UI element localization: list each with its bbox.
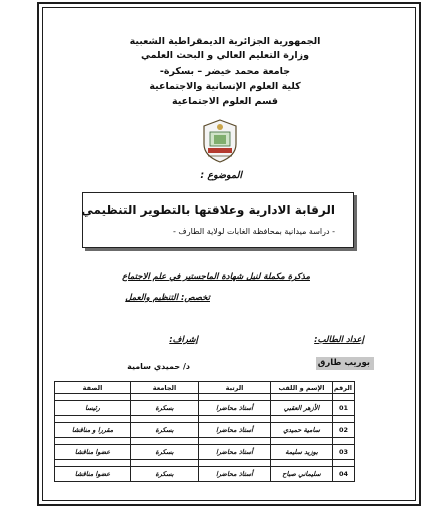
student-name-highlight: [316, 357, 374, 370]
jury-table-header-row: [55, 382, 355, 394]
jury-role: عضوا مناقشا: [55, 467, 131, 482]
memo-line: مذكرة مكملة لنيل شهادة الماجستير في علم الاجتماع: [122, 272, 310, 282]
column-header-role: الصفة: [55, 382, 131, 394]
prepared-by-label: إعداد الطالب:: [314, 335, 364, 345]
jury-university: بسكرة: [131, 445, 199, 460]
thesis-subtitle: - دراسة ميدانية بمحافظة الغابات لولاية الطارف -: [172, 227, 335, 236]
jury-role: عضوا مناقشا: [55, 445, 131, 460]
header-line-republic: الجمهورية الجزائرية الديمقراطية الشعبية: [129, 36, 321, 47]
column-header-name: الإسم و اللقب: [271, 382, 333, 394]
header-line-faculty: كلية العلوم الإنسانية والاجتماعية: [149, 81, 301, 92]
jury-university: بسكرة: [131, 423, 199, 438]
header-line-university: جامعة محمد خيضر – بسكرة-: [159, 66, 291, 77]
title-box: [82, 192, 354, 248]
specialty-line: تخصص: التنظيم والعمل: [125, 293, 210, 303]
supervisor-name: د/ حميدي سامية: [127, 362, 190, 371]
subject-label: الموضوع :: [200, 170, 242, 181]
table-row: [55, 423, 355, 438]
student-name: بوريب طارق: [317, 358, 370, 368]
jury-name: بوزيد سليمة: [271, 445, 333, 460]
jury-name: سامية حميدي: [271, 423, 333, 438]
column-header-university: الجامعة: [131, 382, 199, 394]
header-line-department: قسم العلوم الاجتماعية: [171, 96, 279, 107]
thesis-title: الرقابة الادارية وعلاقتها بالتطوير التنظيمي: [81, 203, 335, 217]
jury-table: [54, 381, 355, 482]
jury-role: مقررا و مناقشا: [55, 423, 131, 438]
jury-number: 02: [333, 423, 355, 438]
jury-university: بسكرة: [131, 467, 199, 482]
column-header-number: الرقم: [333, 382, 355, 394]
table-row: [55, 467, 355, 482]
jury-name: سليماني صباح: [271, 467, 333, 482]
jury-number: 04: [333, 467, 355, 482]
column-header-rank: الرتبة: [199, 382, 271, 394]
header-line-ministry: وزارة التعليم العالي و البحث العلمي: [141, 50, 309, 61]
table-row: [55, 445, 355, 460]
jury-number: 01: [333, 401, 355, 416]
jury-rank: أستاذ محاضرا: [199, 401, 271, 416]
jury-name: الأزهر العقبي: [271, 401, 333, 416]
jury-number: 03: [333, 445, 355, 460]
jury-rank: أستاذ محاضرا: [199, 423, 271, 438]
university-logo-icon: [200, 118, 240, 164]
jury-rank: أستاذ محاضرا: [199, 445, 271, 460]
jury-rank: أستاذ محاضرا: [199, 467, 271, 482]
supervisor-label: إشراف:: [169, 335, 198, 345]
jury-university: بسكرة: [131, 401, 199, 416]
table-row: [55, 401, 355, 416]
jury-role: رئيسا: [55, 401, 131, 416]
